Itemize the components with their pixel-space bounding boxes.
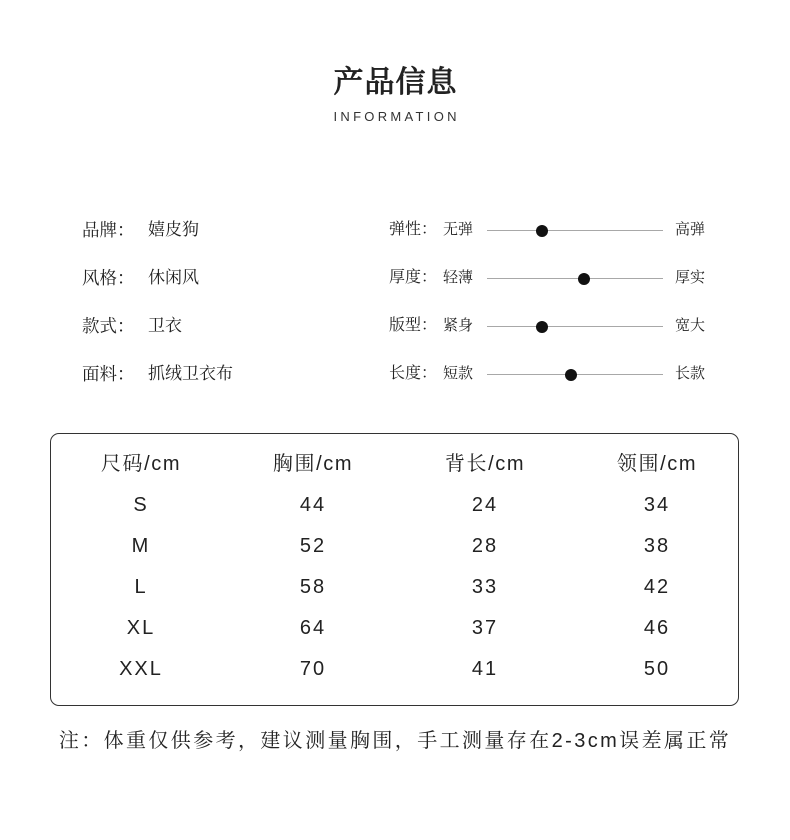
size-table-grid: [54, 444, 742, 690]
cell-neck: 34: [643, 494, 671, 516]
attribute-label: 风格：: [82, 268, 135, 288]
scale-min-label: 短款: [443, 365, 474, 382]
scale-row-elasticity: [0, 206, 790, 254]
scale-min-label: 无弹: [443, 221, 474, 238]
scale-track: [487, 278, 663, 279]
scale-min-label: 轻薄: [443, 269, 474, 286]
size-table-row: [54, 649, 742, 690]
scale-label: 厚度：: [389, 269, 438, 286]
attribute-label: 品牌：: [82, 220, 135, 240]
cell-back-length: 24: [471, 494, 499, 516]
scale-row-thickness: [0, 254, 790, 302]
cell-size: S: [133, 494, 149, 516]
cell-chest: 52: [299, 535, 327, 557]
scale-max-label: 高弹: [675, 221, 706, 238]
scale-label: 弹性：: [389, 221, 438, 238]
size-table-row: [54, 567, 742, 608]
cell-neck: 38: [643, 535, 671, 557]
cell-neck: 50: [643, 658, 671, 680]
scale-min-label: 紧身: [443, 317, 474, 334]
size-table-header: [54, 444, 742, 485]
scale-track: [487, 230, 663, 231]
header-size: 尺码/cm: [100, 453, 182, 475]
cell-back-length: 41: [471, 658, 499, 680]
header-neck: 领围/cm: [616, 453, 698, 475]
scale-row-fit: [0, 302, 790, 350]
header-chest: 胸围/cm: [272, 453, 354, 475]
size-table-row: [54, 608, 742, 649]
cell-chest: 58: [299, 576, 327, 598]
size-table-row: [54, 526, 742, 567]
attribute-value: 抓绒卫衣布: [148, 364, 233, 383]
scale-label: 版型：: [389, 317, 438, 334]
page-title: 产品信息: [333, 66, 458, 99]
cell-size: XL: [126, 617, 156, 639]
page-subtitle: INFORMATION: [333, 109, 460, 124]
cell-back-length: 37: [471, 617, 499, 639]
cell-neck: 42: [643, 576, 671, 598]
cell-size: M: [131, 535, 151, 557]
scale-track: [487, 374, 663, 375]
cell-back-length: 33: [471, 576, 499, 598]
scale-dot: [565, 369, 577, 381]
attribute-value: 嬉皮狗: [148, 220, 199, 239]
cell-chest: 44: [299, 494, 327, 516]
size-table: [50, 433, 739, 706]
size-table-row: [54, 485, 742, 526]
header-back-length: 背长/cm: [444, 453, 526, 475]
attribute-value: 休闲风: [148, 268, 199, 287]
cell-back-length: 28: [471, 535, 499, 557]
cell-size: XXL: [119, 658, 163, 680]
attribute-value: 卫衣: [148, 316, 182, 335]
cell-size: L: [134, 576, 148, 598]
cell-chest: 64: [299, 617, 327, 639]
attribute-label: 面料：: [82, 364, 135, 384]
scale-max-label: 厚实: [675, 269, 706, 286]
cell-neck: 46: [643, 617, 671, 639]
scale-row-length: [0, 350, 790, 398]
measurement-note: 注：体重仅供参考，建议测量胸围，手工测量存在2-3cm误差属正常: [58, 730, 732, 752]
attribute-label: 款式：: [82, 316, 135, 336]
scale-max-label: 宽大: [675, 317, 706, 334]
scale-dot: [536, 321, 548, 333]
scale-max-label: 长款: [675, 365, 706, 382]
scale-label: 长度：: [389, 365, 438, 382]
scale-dot: [578, 273, 590, 285]
scale-dot: [536, 225, 548, 237]
scale-track: [487, 326, 663, 327]
cell-chest: 70: [299, 658, 327, 680]
scale-list: [0, 206, 790, 398]
